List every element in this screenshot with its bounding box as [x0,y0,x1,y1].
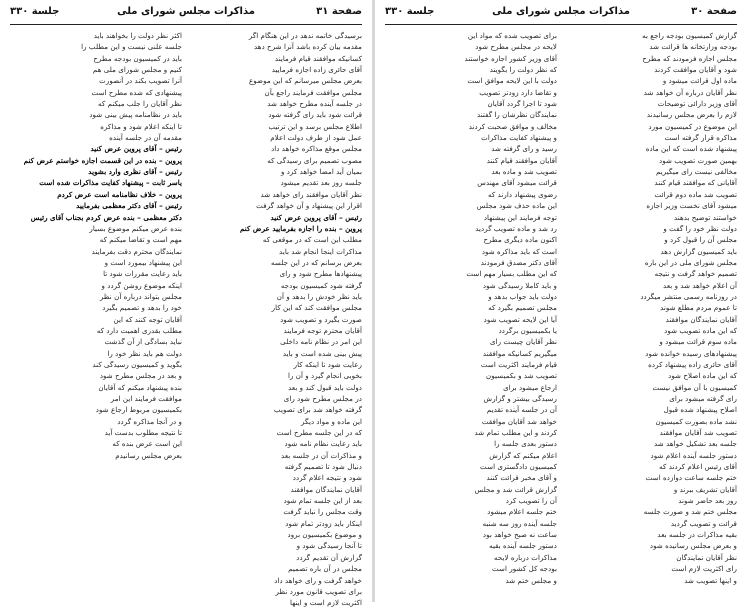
speaker-name: رئیس [165,201,182,211]
text-line: دستور جلسه آینده بقیه [489,541,557,551]
text-line: رسید و رای گرفته شد [491,144,557,154]
right-page [375,0,747,602]
text-line: آقای رئیس اعلام کردند که [659,462,737,472]
text-line: رای اکثریت لازم است [671,564,737,574]
text-line: اعلام میکنم که گزارش [489,450,557,460]
text-line: آقای حائری زاده پیشنهاد کرده [648,359,737,369]
text-line: جلسه آینده روز سه شنبه [482,518,557,528]
left-page [0,0,372,608]
text-line: دولت با این لایحه موافق است [467,76,557,86]
text-line: اکثریت لازم است و اینها [290,598,362,608]
text-line: در روزنامه رسمی منتشر میگردد [640,291,737,301]
text-line: نمایندگان نظرشان را گفتند [476,110,557,120]
speaker-name: رئیس [165,144,182,154]
text-line: اصلاح پیشنهاد شده قبول [663,405,737,415]
text-line: آقایان موافقند قیام کنند [486,155,557,165]
speaker-name: یاسر ثابت [152,178,182,188]
text-line: رای گرفته میشود برای [669,394,737,403]
text-line: تصویب شد آقایان موافقند [659,428,737,438]
session-number: جلسة ٣٣٠ [385,6,435,17]
text-line: لازم را بعرض مجلس رسانیدند [646,110,737,120]
text-line: بخوبی انجام گیرد و آن را [287,371,362,381]
speaker-name: رئیس [165,167,182,177]
text-line: تا عموم مردم مطلع شوند [660,303,737,313]
text-line: نظر آقایان را جلب میکنم که [98,99,182,109]
text-line: و مذاکرات آن در جلسه بعد [281,450,362,460]
text-line: است که باید مذاکره شود [481,246,557,256]
text-line: در جلسه آینده مطرح خواهد شد [267,99,362,109]
text-line: نمایندگان محترم دقت بفرمایند [91,246,182,256]
text-line: و بعد در مجلس مطرح شود [99,371,182,381]
speaker-line [10,189,182,200]
text-line: صورت بگیرد و تصویب شود [280,314,362,324]
speaker-text: آقای پروین عرض کنید [270,212,337,222]
text-line: مقدمه بیان کرده باشد آنرا شرح دهد [254,42,362,52]
text-line: ختم جلسه ساعت دوازده است [645,473,737,483]
text-line: لایحه در مجلس مطرح شود [475,42,557,52]
left-page-header [10,6,362,22]
speaker-text: آقای پروین عرض کنید [90,144,157,154]
speaker-line [190,223,362,234]
text-line: ختم جلسه اعلام میشود [487,507,557,517]
text-line: نشد ماده بصورت کمیسیون [655,416,737,426]
text-line: مخالفی نیست رای میگیریم [656,167,737,177]
text-line: توجه فرمایند این پیشنهاد [483,212,557,222]
text-line: وقت مجلس را نباید گرفت [283,507,362,517]
text-line: مذاکرات درباره لایحه [493,552,557,562]
text-line: باید رعایت نظام نامه شود [284,439,362,449]
text-line: این است عرض بنده که [112,439,182,449]
text-line: آقایان تشریف ببرند و [673,484,737,494]
text-line: مطلب این است که در موقعی که [262,235,362,245]
text-line: کمیسیون با آن موافق نیست [652,382,737,392]
text-line: عمل شود از طرف دولت اعلام [270,133,362,143]
text-line: کردند و این مطلب تمام شد [474,428,557,438]
speaker-separator: – [156,189,166,199]
text-line: دولت باید قبول کند و بعد [288,382,362,392]
text-line: باید در نظامنامه پیش بینی شود [89,110,182,120]
text-line: مجلس موافقت فرمایند راجع بآن [264,87,362,97]
text-line: مطلب بقدری اهمیت دارد که [96,325,182,335]
header-rule [10,24,362,25]
text-column-right [565,30,737,594]
text-line: باید در کمیسیون بودجه مطرح [93,53,182,63]
speaker-line [10,155,182,166]
text-line: تصویب شد ماده دوم قرائت [654,189,737,199]
speaker-separator: – [156,201,166,211]
text-line: میگیریم کسانیکه موافقند [482,348,557,358]
text-line: و تقاضا دارد زودتر تصویب [479,87,557,97]
text-line: دستور بعدی جلسه را [494,439,557,449]
text-line: نظر آقایان چیست رای [490,337,557,347]
text-line: و بعرض مجلس رسانیده شود [649,541,737,551]
text-line: تا آنجا رسیدگی شود و [296,541,362,551]
text-line: آقایان نمایندگان موافقند [665,314,737,324]
text-line: اینکه موضوع روشن گردد و [101,280,182,290]
text-line: که این ماده تصویب شود [664,325,737,335]
text-line: پیش بینی شده است و باید [282,348,362,358]
text-line: مخالف و موافق صحبت کردند [468,121,557,131]
text-line: آقایانی که موافقند قیام کنند [654,178,737,188]
text-line: تا نتیجه مطلوب بدست آید [104,428,182,438]
text-line: جلسه علنی نیست و این مطلب را [81,42,182,52]
session-number: جلسة ٣٣٠ [10,6,60,17]
text-line: باید کمیسیون گزارش دهد [660,246,737,256]
text-line: برسیدگی خاتمه ندهد در این هنگام اگر [248,31,362,40]
speaker-name: رئیس [345,212,362,222]
text-line: مجلس بتواند درباره آن نظر [99,291,182,301]
speaker-text: بنده عرض کردم بجناب آقای رئیس [30,212,135,222]
text-line: برای تصویب شده که مواد این [467,31,557,40]
text-line: آقایان توجه کنند که این [113,314,182,324]
text-line: این پیشنهاد بیمورد است و [104,257,182,267]
text-line: نظر آقایان نمایندگان [676,552,737,562]
text-line: مقدمه آن در جلسه آینده [109,133,182,143]
text-line: قرائت میشود آقای مهندس [477,178,557,188]
text-line: ماده سوم قرائت میشود و [659,337,737,347]
text-line: جلسه بعد تشکیل خواهد شد [654,439,737,449]
text-line: و باید کاملا رسیدگی شود [482,280,557,290]
speaker-line [10,212,182,223]
text-line: بعد از این جلسه تمام شود [283,496,362,506]
text-line: دنبال شود تا تصمیم گرفته [284,462,362,472]
text-line: و مجلس ختم شد [505,575,557,585]
text-line: که در این جلسه مطرح است [276,428,362,438]
speaker-line [10,177,182,188]
text-line: دولت نظر خود را گفت و [663,223,737,233]
text-line: و اینها تصویب شد [684,575,737,585]
text-line: ماده اول قرائت میشود و [662,76,737,86]
text-line: دولت باید جواب بدهد و [488,291,557,301]
speaker-separator: – [156,167,166,177]
text-line: جلسه روز بعد تقدیم میشود [280,178,362,188]
text-line: یا بکمیسیون برگردد [498,325,557,335]
text-line: و موضوع بکمیسیون برود [287,530,362,540]
text-line: پیشنهادهای رسیده خوانده شود [645,348,737,358]
text-line: آن را تصویب کرد [505,496,557,506]
text-line: این ماده و مواد دیگر [301,416,362,426]
text-line: دولت هم باید نظر خود را [107,348,182,358]
text-line: مهم است و تقاضا میکنم که [99,235,182,245]
speaker-separator: – [143,178,153,188]
text-line: خواهد گرفت و رای خواهد داد [274,575,362,585]
text-line: که این ماده اصلاح شود [668,371,737,381]
text-line: پیشنهادی که شده مطرح است [91,87,182,97]
header-rule [385,24,737,25]
text-line: بمیان آید امضا خواهد کرد و [280,167,362,177]
text-line: نظر آقایان موافقند رای خواهد شد [260,189,362,199]
speaker-text: بنده را اجازه بفرمایید عرض کنم [240,223,337,233]
text-line: آقای دکتر مصدق فرمودند [480,257,557,267]
text-line: شود و آقایان موافقت کردند [654,65,737,75]
text-line: گزارش آن تقدیم گردد [296,552,362,562]
text-line: نظر آقایان درباره آن خواهد شد [643,87,737,97]
text-line: اکنون ماده دیگری مطرح [483,235,557,245]
speaker-name: پروین [345,223,362,233]
text-line: تصویب شد و بکمیسیون [486,371,557,381]
text-line: میشود آقای نخست وزیر اجازه [646,201,737,211]
text-line: باید رعایت مقررات شود تا [103,269,182,279]
speaker-line [10,200,182,211]
text-line: پیشنهاد شده است که این ماده [645,144,737,154]
text-line: گزارش کمیسیون بودجه راجع به [642,31,737,40]
text-column-right [190,30,362,608]
text-line: بودجه وزارتخانه ها قرائت شد [649,42,737,52]
text-line: تصویب شد و ماده بعد [491,167,557,177]
text-line: بنده پیشنهاد میکنم که آقایان [98,382,182,392]
speaker-line [10,166,182,177]
text-line: مذاکرات اینجا انجام شد باید [279,246,362,256]
text-line: اکثر نظر دولت را بخواهند باید [93,31,182,40]
running-title: مذاكرات مجلس شورای ملی [117,6,255,17]
text-line: کمیسیون دادگستری است [480,462,557,472]
text-line: خواهد شد آقایان موافقت [481,416,557,426]
text-line: نباید بسادگی از آن گذشت [104,337,182,347]
text-line: کنیم و مجلس شورای ملی هم [92,65,182,75]
speaker-text: بنده در این قسمت اجازه خواستم عرض کنم [23,155,157,165]
text-line: مصوب تصمیم برای رسیدگی که [267,155,362,165]
text-column-left [385,30,557,594]
text-line: آن در جلسه آینده تقدیم [486,405,557,415]
text-line: قرائت و تصویب گردید [670,518,737,528]
text-line: آقایان محترم توجه فرمایند [283,325,362,335]
text-line: تا اینکه اعلام شود و مذاکره [100,121,182,131]
text-line: روز بعد حاضر شوند [678,496,737,506]
text-line: گرفته خواهد شد برای تصویب [273,405,362,415]
text-line: بعرض برسانم که در این جلسه [270,257,362,267]
speaker-line [10,143,182,154]
text-line: ارجاع میشود برای [503,382,557,392]
text-line: باید نظر خودش را بدهد و آن [276,291,362,301]
text-line: مذاکره قرار گرفته است [664,133,737,143]
text-line: مجلس موافقت کند که این کار [271,303,362,313]
text-line: شود تا اجرا گردد آقایان [487,99,557,109]
text-line: در مجلس مطرح شود رای [283,394,362,403]
right-page-header [385,6,737,22]
text-line: این امر در نظام نامه داخلی [280,337,362,347]
text-line: آقای وزیر دارائی توضیحات [657,99,737,109]
text-line: مجلس شورای ملی در این باره [644,257,737,267]
text-line: گزارش قرائت شد و مجلس [474,484,557,494]
speaker-separator: – [336,212,346,222]
speaker-separator: – [156,144,166,154]
speaker-separator: – [156,155,166,165]
text-line: رد شد و ماده تصویب گردید [475,223,557,233]
text-line: گرفته شود کمیسیون بودجه [280,280,362,290]
speaker-name: پروین [165,155,182,165]
text-line: آقای وزیر کشور اجازه خواستند [464,53,557,63]
speaker-text: آقای نظری وارد بشوید [88,167,157,177]
text-line: این موضوع در کمیسیون مورد [648,121,737,131]
speaker-name: دکتر معظمی [143,212,182,222]
text-line: دستور جلسه آینده اعلام شود [650,450,737,460]
text-line: آقایان نمایندگان موافقند [290,484,362,494]
text-line: مجلس تصمیم بگیرد که [488,303,557,313]
text-line: بهمین صورت تصویب شود [659,155,737,165]
text-line: اقرار این پیشنهاد و آن خواهد گرفت [256,201,362,211]
text-line: رضوی پیشنهاد دارند که [488,189,557,199]
text-line: بگوید و کمیسیون رسیدگی کند [92,359,182,369]
text-line: و آقای مخبر قرائت کنند [486,473,557,483]
speaker-text: آقای دکتر معظمی بفرمایید [76,201,157,211]
text-line: بقیه مذاکرات در جلسه بعد [657,530,737,540]
speaker-text: پیشنهاد کفایت مذاکرات شده است [39,178,144,188]
text-line: آقای حائری زاده اجازه فرمایید [271,65,362,75]
text-line: و پیشنهاد کفایت مذاکرات [481,133,557,143]
text-line: خواستند توضیح بدهند [674,212,737,222]
text-line: برای تصویب قانون مورد نظر [275,586,362,596]
text-line: بودجه کل کشور است [491,564,557,574]
text-line: قرائت شود باید رای گرفته شود [268,110,362,120]
text-line: که این مطلب بسیار مهم است [466,269,557,279]
text-line: آیا این لایحه تصویب شود [483,314,557,324]
text-line: رعایت شود تا اینکه کار [293,359,362,369]
text-line: بعرض مجلس میرسانم که این موضوع [249,76,362,86]
text-line: بنده عرض میکنم موضوع بسیار [89,223,182,233]
page-number: صفحة ٣٠ [691,6,737,17]
text-line: مجلس موقع مذاکره خواهد داد [271,144,362,154]
text-line: این ماده حذف شود مجلس [476,201,557,211]
text-line: و در آنجا مذاکره گردد [117,416,182,426]
running-title: مذاکرات مجلس شورای ملی [492,6,630,17]
speaker-name: پروین [165,189,182,199]
text-line: بکمیسیون مربوط ارجاع شود [95,405,182,415]
text-line: موافقت فرمایند این امر [110,394,182,403]
text-line: ساعت نه صبح خواهد بود [482,530,557,540]
text-line: کسانیکه موافقند قیام فرمایند [274,53,362,63]
text-line: رسیدگی بیشتر و گزارش [483,394,557,403]
text-line: تصمیم خواهد گرفت و نتیجه [654,269,737,279]
page-number: صفحة ٣١ [316,6,362,17]
text-line: که نظر دولت را بگویند [489,65,557,75]
speaker-line [190,212,362,223]
text-line: اینکار باید زودتر تمام شود [285,518,362,528]
text-line: مجلس در آن باره تصمیم [288,564,362,574]
text-line: آنرا تصویب بکند در آنصورت [99,76,182,86]
text-line: بعرض مجلس رسانیدم [115,450,182,460]
text-column-left [10,30,182,594]
text-line: آن اعلام خواهد شد و بعد [663,280,737,290]
text-line: قیام فرمایند اکثریت است [480,359,557,369]
speaker-text: خلاف نظامنامه است عرض کردم [57,189,157,199]
text-line: اطلاع مجلس برسد و این ترتیب [268,121,362,131]
speaker-separator: – [336,223,346,233]
speaker-separator: – [134,212,144,222]
text-line: شود و نتیجه اعلام گردد [292,473,362,483]
text-line: مجلس اجازه فرمودند که مطرح [642,53,737,63]
text-line: مجلس آن را قبول کرد و [664,235,737,245]
text-line: پیشنهادها مطرح شود و رای [279,269,362,279]
text-line: مجلس ختم شد و صورت جلسه [643,507,737,517]
text-line: خود را بدهد و تصمیم بگیرد [102,303,182,313]
